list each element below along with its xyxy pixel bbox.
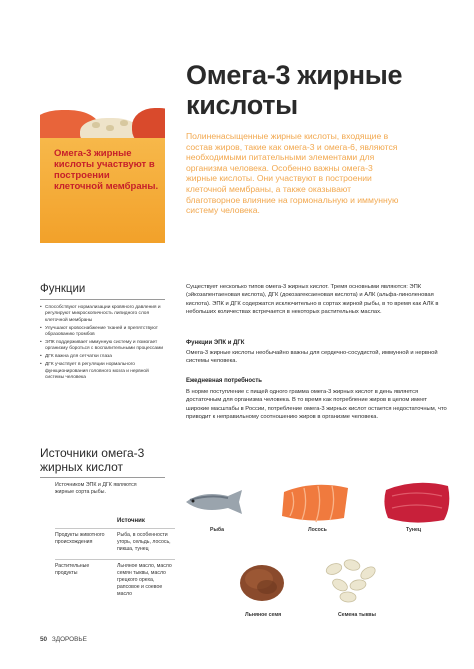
flaxseed-image <box>237 555 287 605</box>
functions-epa-dha-heading: Функции ЭПК и ДГК <box>186 340 245 346</box>
table-row <box>55 529 175 560</box>
daily-need-heading: Ежедневная потребность <box>186 378 262 384</box>
caption-tuna: Тунец <box>406 527 422 533</box>
intro-paragraph: Существует несколько типов омега-3 жирных кислот. Тремя основными являются: ЭПК (эйкозапентаеновая кислота), ДГК (докозагексаеновая кислота) и АЛК (альфа-линоленовая кислота). ЭПК и ДГК содержатся исключительно в сортах жирной рыбы, в то время как АЛК в небольших количествах встречается в некоторых растительных маслах. <box>186 284 439 316</box>
table-cell-value: Льняное масло, масло семян тыквы, масло грецкого ореха, рапсовое и соевое масло <box>117 560 175 605</box>
functions-divider <box>40 299 165 300</box>
function-item: • ДГК важна для сетчатки глаза <box>40 354 165 360</box>
daily-need-paragraph: В норме поступление с пищей одного грамма омега-3 жирных кислот в день является достаточным для организма человека. В то время как потребление жиров в целом имеет широкие масштабы в России, потребление омега-3 жирных кислот остается недостаточным, что приводит к неправильному соотношению жиров в организме человека. <box>186 389 447 421</box>
function-item: • Улучшают кровоснабжение тканей и препятствуют образованию тромбов <box>40 326 165 339</box>
table-row <box>55 560 175 605</box>
sources-table <box>55 518 175 604</box>
page-number: 50 <box>40 636 48 643</box>
sources-divider <box>40 477 165 478</box>
caption-salmon: Лосось <box>308 527 327 533</box>
sources-heading <box>40 446 165 474</box>
caption-flaxseed: Льняное семя <box>245 612 282 618</box>
pumpkin-seeds-image <box>322 555 382 603</box>
highlight-banner <box>40 138 165 243</box>
functions-paragraph: Омега-3 жирные кислоты необычайно важны для сердечно-сосудистой, иммунной и нервной системы человека. <box>186 350 438 365</box>
table-header-empty <box>55 518 117 529</box>
table-cell-label: Продукты животного происхождения <box>55 529 117 560</box>
page-title <box>186 60 446 120</box>
function-item: • ЭПК поддерживает иммунную систему и помогает организму бороться с воспалительными процессами <box>40 340 165 353</box>
sources-heading-line-2: жирных кислот <box>40 460 123 474</box>
caption-fish: Рыба <box>210 527 224 533</box>
function-item: • ДГК участвует в регуляции нормального функционирования головного мозга и нервной системы человека <box>40 362 165 381</box>
title-line-1: Омега-3 жирные <box>186 60 403 90</box>
functions-heading: Функции <box>40 283 86 295</box>
table-cell-value: Рыба, в особенности угорь, сельдь, лосось, пикша, тунец <box>117 529 175 560</box>
table-cell-label: Растительные продукты <box>55 560 117 605</box>
title-line-2: кислоты <box>186 90 298 120</box>
lead-paragraph: Полиненасыщенные жирные кислоты, входящие в состав жиров, такие как омега-3 и омега-6, являются необходимыми питательными элементами для организма человека. Особенно важны омега-3 жирные кислоты. Они участвуют в построении клеточной мембраны, а также оказывают благотворное влияние на гормональную и иммунную систему человека. <box>186 131 399 216</box>
sources-subtitle: Источником ЭПК и ДГК являются жирные сорта рыбы. <box>55 482 137 495</box>
hero-food-photo <box>40 100 165 140</box>
banner-text: Омега-3 жирные кислоты участвуют в построении клеточной мембраны. <box>54 148 159 192</box>
tuna-image <box>382 476 452 526</box>
sources-heading-line-1: Источники омега-3 <box>40 446 145 460</box>
fish-image <box>182 482 252 522</box>
caption-pumpkin-seeds: Семена тыквы <box>338 612 376 618</box>
functions-list <box>40 305 165 383</box>
table-header-source: Источник <box>117 518 145 524</box>
function-item: • Способствуют нормализации кровяного давления и регулируют микроскопичность липидного слоя клеточной мембраны <box>40 305 165 324</box>
salmon-image <box>278 478 353 526</box>
page-footer <box>40 636 87 643</box>
section-name: ЗДОРОВЬЕ <box>51 636 87 643</box>
